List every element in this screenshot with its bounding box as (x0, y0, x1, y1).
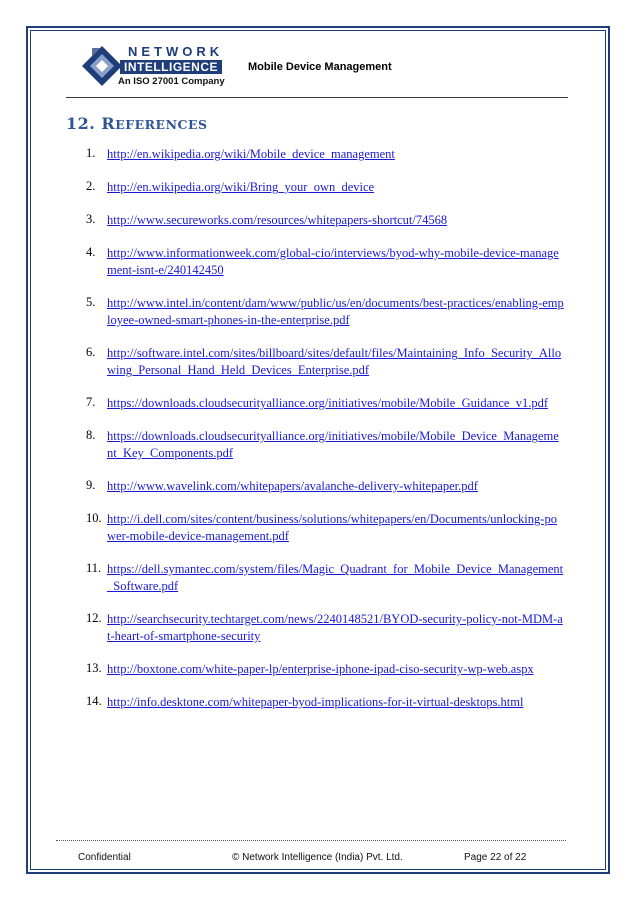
document-title: Mobile Device Management (248, 61, 392, 73)
references-list (86, 146, 564, 727)
reference-link[interactable]: http://www.intel.in/content/dam/www/public/us/en/documents/best-practices/enabling-employee-owned-smart-phones-in-the-enterprise.pdf (107, 296, 564, 327)
header-divider (66, 97, 568, 98)
reference-link[interactable]: http://en.wikipedia.org/wiki/Mobile_device_management (107, 147, 395, 161)
reference-link[interactable]: http://i.dell.com/sites/content/business/solutions/whitepapers/en/Documents/unlocking-power-mobile-device-management.pdf (107, 512, 557, 543)
section-heading (66, 114, 208, 133)
section-number: 12. (66, 114, 96, 133)
reference-link[interactable]: http://en.wikipedia.org/wiki/Bring_your_own_device (107, 180, 375, 194)
reference-item (86, 146, 564, 163)
reference-link[interactable]: https://downloads.cloudsecurityalliance.org/initiatives/mobile/Mobile_Device_Management_Key_Components.pdf (107, 429, 559, 460)
reference-item (86, 611, 564, 645)
reference-number: 10. (86, 511, 102, 525)
logo-tagline: An ISO 27001 Company (118, 76, 225, 87)
footer-divider (56, 840, 566, 841)
reference-link[interactable]: http://searchsecurity.techtarget.com/news/2240148521/BYOD-security-policy-not-MDM-at-heart-of-smartphone-security (107, 612, 563, 643)
reference-item (86, 395, 564, 412)
section-title-rest: EFERENCES (115, 117, 208, 132)
reference-item (86, 245, 564, 279)
reference-number: 12. (86, 611, 102, 625)
reference-link[interactable]: http://www.wavelink.com/whitepapers/avalanche-delivery-whitepaper.pdf (107, 479, 478, 493)
reference-link[interactable]: http://boxtone.com/white-paper-lp/enterprise-iphone-ipad-ciso-security-wp-web.aspx (107, 662, 534, 676)
logo-text-network: NETWORK (128, 44, 224, 59)
reference-number: 11. (86, 561, 102, 575)
footer-confidential: Confidential (78, 852, 131, 863)
reference-number: 9. (86, 478, 96, 492)
reference-link[interactable]: http://www.secureworks.com/resources/whitepapers-shortcut/74568 (107, 213, 448, 227)
reference-item (86, 478, 564, 495)
reference-item (86, 561, 564, 595)
reference-link[interactable]: http://www.informationweek.com/global-cio/interviews/byod-why-mobile-device-management-isnt-e/240142450 (107, 246, 559, 277)
reference-item (86, 345, 564, 379)
reference-link[interactable]: https://downloads.cloudsecurityalliance.org/initiatives/mobile/Mobile_Guidance_v1.pdf (107, 396, 549, 410)
reference-number: 5. (86, 295, 96, 309)
footer-page-number: Page 22 of 22 (464, 852, 527, 863)
section-title-initial: R (101, 114, 116, 133)
reference-item (86, 694, 564, 711)
logo-text-intelligence: INTELLIGENCE (120, 60, 222, 74)
reference-number: 7. (86, 395, 96, 409)
reference-link[interactable]: http://software.intel.com/sites/billboard/sites/default/files/Maintaining_Info_Security_Allowing_Personal_Hand_Held_Devices_Enterprise.pdf (107, 346, 562, 377)
reference-number: 6. (86, 345, 96, 359)
footer-copyright: © Network Intelligence (India) Pvt. Ltd. (232, 852, 403, 863)
reference-item (86, 661, 564, 678)
reference-link[interactable]: https://dell.symantec.com/system/files/Magic_Quadrant_for_Mobile_Device_Management_Software.pdf (107, 562, 564, 593)
reference-link[interactable]: http://info.desktone.com/whitepaper-byod-implications-for-it-virtual-desktops.html (107, 695, 524, 709)
reference-item (86, 428, 564, 462)
reference-item (86, 511, 564, 545)
reference-item (86, 179, 564, 196)
reference-number: 1. (86, 146, 96, 160)
reference-number: 13. (86, 661, 102, 675)
reference-number: 4. (86, 245, 96, 259)
reference-item (86, 295, 564, 329)
reference-number: 2. (86, 179, 96, 193)
reference-item (86, 212, 564, 229)
reference-number: 3. (86, 212, 96, 226)
page-header (70, 40, 570, 100)
reference-number: 8. (86, 428, 96, 442)
reference-number: 14. (86, 694, 102, 708)
